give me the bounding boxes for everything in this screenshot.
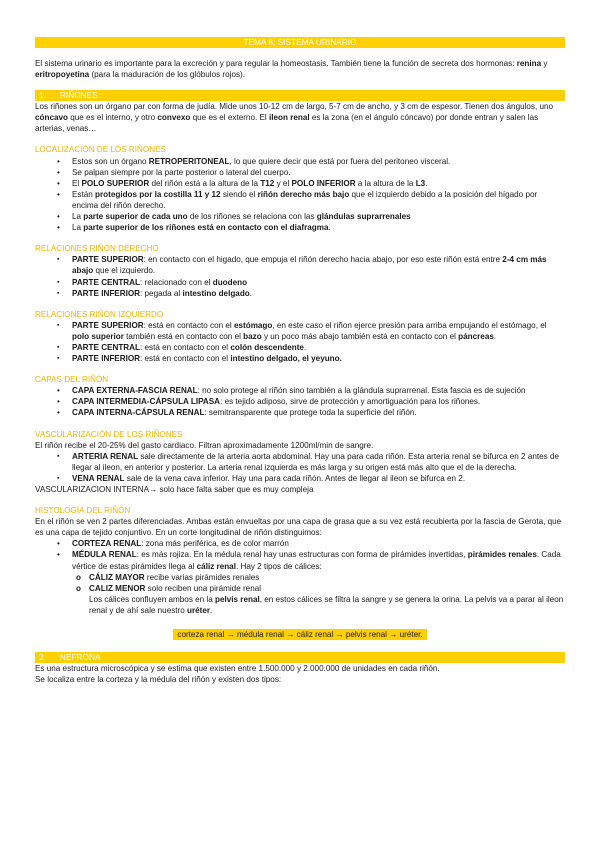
list-item: [35, 473, 565, 484]
list-item: [35, 451, 565, 473]
text: : está en contacto con el: [143, 320, 234, 330]
text: .: [425, 178, 428, 188]
text: : es tejido adiposo, sirve de protección y amortiguación para los riñones.: [220, 397, 481, 407]
hist-list: [35, 538, 565, 571]
list-item: [35, 396, 565, 407]
text: y un poco más abajo también está en contacto con el: [261, 331, 459, 341]
term: páncreas: [458, 331, 494, 341]
heading-rinon-izquierdo: RELACIONES RIÑÓN IZQUIERDO: [35, 309, 164, 319]
section-number: 2.: [39, 652, 46, 663]
text: : zona más periférica, es de color marrón: [141, 539, 289, 549]
term: VENA RENAL: [72, 473, 125, 483]
term: PARTE INFERIOR: [72, 288, 141, 298]
text: de los riñones se relaciona con las: [187, 212, 317, 222]
term: CAPA INTERNA-CÁPSULA RENAL: [72, 408, 205, 418]
section-header-nefrona: [35, 652, 565, 663]
term: 2-4 cm más abajo: [72, 255, 547, 276]
term-eritropoyetina: eritropoyetina: [35, 70, 90, 80]
localizacion-list: [35, 156, 565, 234]
text: que el izquierdo.: [93, 266, 156, 276]
list-item: [35, 342, 565, 353]
list-item: [35, 385, 565, 396]
term: CALIZ MENOR: [89, 583, 146, 593]
term: ARTERIA RENAL: [72, 451, 139, 461]
calices-list: [72, 572, 565, 594]
term: bazo: [243, 331, 262, 341]
section-number: 1.: [39, 90, 46, 101]
text: .: [249, 288, 253, 298]
pelvis-paragraph: [35, 594, 565, 616]
term: duodeno: [212, 277, 248, 287]
list-item: [35, 353, 565, 364]
text: (para la maduración de los glóbulos rojos).: [89, 70, 245, 80]
list-item: [35, 189, 565, 211]
text: : relacionado con el: [140, 277, 213, 287]
term: uréter: [187, 605, 211, 615]
list-item: [35, 407, 565, 418]
text: : no solo protege al riñón sino también a la glándula suprarrenal. Esta fascia es de sujeción: [197, 386, 526, 396]
heading-rinon-derecho: RELACIONES RIÑÓN DERECHO: [35, 244, 159, 254]
urinary-path-highlight: corteza renal → médula renal → cáliz renal → pelvis renal → uréter.: [173, 629, 426, 640]
text: .: [328, 223, 331, 233]
list-item: [35, 167, 565, 178]
term: CÁLIZ MAYOR: [89, 572, 145, 582]
nefrona-paragraph-1: Es una estructura microscópica y se estima que existen entre 1.500.000 y 2.000.000 de unidades en cada riñón.: [35, 664, 440, 674]
text: : es más rojiza. En la médula renal hay unas estructuras con forma de pirámides invertidas,: [136, 550, 468, 560]
text: . Cada vértice de estas pirámides llega al: [72, 550, 561, 571]
term: T12: [260, 178, 275, 188]
vasc-interna-note: VASCULARIZACION INTERNA→ solo hace falta saber que es muy compleja: [35, 485, 314, 494]
term: L3: [415, 178, 426, 188]
list-item: [35, 178, 565, 189]
text: que es el interno, y otro: [67, 113, 158, 123]
list-item: [35, 254, 565, 276]
term: intestino delgado: [182, 288, 250, 298]
term: POLO INFERIOR: [291, 178, 356, 188]
heading-vascularizacion: VASCULARIZACIÓN DE LOS RIÑONES: [35, 429, 183, 439]
capas-list: [35, 385, 565, 418]
text: que es el externo. El: [190, 113, 269, 123]
hist-paragraph: En el riñón se ven 2 partes diferenciadas. Ambas están envueltas por una capa de grasa que a su vez está recubierta por la fascia de Gerota, que es una capa de tejido conjuntivo. En un corte longitudinal de riñón distinguimos:: [35, 517, 562, 538]
text: también está en contacto con el: [123, 331, 244, 341]
term: CORTEZA RENAL: [72, 539, 142, 549]
rinon-derecho-list: [35, 254, 565, 298]
term: POLO SUPERIOR: [81, 178, 150, 188]
text: solo reciben una pirámide renal: [145, 583, 262, 593]
heading-capas: CAPAS DEL RIÑÓN: [35, 375, 109, 385]
text: , lo que quiere decir que está por fuera del peritoneo visceral.: [229, 156, 451, 166]
text: y: [541, 59, 548, 68]
term: protegidos por la costilla 11 y 12: [95, 189, 221, 199]
document-page: [35, 37, 565, 685]
chain-wrapper: [35, 629, 565, 640]
text: .: [303, 342, 307, 352]
text: : está en contacto con el: [140, 354, 231, 364]
list-item: [35, 320, 565, 342]
text: recibe varias pirámides renales: [144, 572, 260, 582]
term: PARTE INFERIOR: [72, 354, 141, 364]
list-item: [35, 222, 565, 233]
text: Se palpan siempre por la parte posterior o lateral del cuerpo.: [72, 167, 291, 177]
vasc-paragraph: El riñón recibe el 20-25% del gasto cardiaco. Filtran aproximadamente 1200ml/min de sangre.: [35, 440, 374, 450]
text: : está en contacto con el: [140, 342, 231, 352]
intro-paragraph: [35, 58, 565, 80]
list-item: [35, 277, 565, 288]
term: estómago: [233, 320, 273, 330]
text: es la zona (en el ángulo cóncavo) por donde entran y salen las arterias, venas…: [35, 113, 539, 134]
text: Los cálices confluyen ambos en la: [89, 594, 216, 604]
term: CAPA INTERMEDIA-CÁPSULA LIPASA: [72, 397, 221, 407]
text: Los riñones son un órgano par con forma de judía. Mide unos 10-12 cm de largo, 5-7 cm de ancho, y 3 cm de espesor. Tienen dos ángulos, uno: [35, 102, 554, 112]
term: colón descendente: [230, 342, 304, 352]
term: PARTE SUPERIOR: [72, 255, 144, 265]
page-title: TEMA 8: SISTEMA URINARIO: [35, 37, 565, 48]
term: parte superior de los riñones está en contacto con el diafragma: [83, 223, 329, 233]
text: siendo el: [220, 189, 258, 199]
text: Están: [72, 189, 96, 199]
term: polo superior: [72, 331, 124, 341]
list-item: [35, 538, 565, 549]
text: : semitransparente que protege toda la superficie del riñón.: [204, 408, 417, 418]
text: que el izquierdo debido a la posición del hígado por encima del riñón derecho.: [72, 189, 538, 210]
term: convexo: [157, 113, 191, 123]
text: , en estos cálices se filtra la sangre y se genera la orina. La pelvis va a parar al ileon renal y de ahí sale nuestro: [89, 594, 564, 615]
term: pelvis renal: [215, 594, 260, 604]
list-item: [72, 583, 565, 594]
section-label: RIÑONES: [59, 90, 98, 101]
list-item: [35, 156, 565, 167]
term-renina: renina: [516, 59, 542, 68]
heading-localizacion: LOCALIZACIÓN DE LOS RIÑONES: [35, 145, 166, 155]
term: RETROPERITONEAL: [148, 156, 230, 166]
text: del riñón está a la altura de la: [149, 178, 261, 188]
term: PARTE CENTRAL: [72, 342, 141, 352]
text: .: [210, 605, 213, 615]
text: sale de la vena cava inferior. Hay una para cada riñón. Antes de llegar al ileon se bifurca en 2.: [124, 473, 466, 483]
term: PARTE CENTRAL: [72, 277, 141, 287]
term: PARTE SUPERIOR: [72, 320, 144, 330]
heading-histologia: HISTOLOGÍA DEL RIÑÓN: [35, 506, 131, 516]
vasc-list: [35, 451, 565, 484]
text: El sistema urinario es importante para la excreción y para regular la homeostasis. También tiene la función de secreta dos hormonas:: [35, 59, 517, 68]
list-item: [35, 288, 565, 299]
term: CAPA EXTERNA-FASCIA RENAL: [72, 386, 198, 396]
text: . Hay 2 tipos de cálices:: [235, 561, 322, 571]
term: glándulas suprarrenales: [316, 212, 411, 222]
text: Estos son un órgano: [72, 156, 149, 166]
nefrona-paragraph-2: Se localiza entre la corteza y la médula del riñón y existen dos tipos:: [35, 675, 282, 685]
text: sale directamente de la arteria aorta abdominal. Hay una para cada riñón. Esta arteria renal se bifurca en 2 antes de llegar al ileon, en anterior y posterior. La arteria renal izquierda es más larga y su origen está más alto que el de la derecha.: [72, 451, 560, 472]
text: : pegada al: [140, 288, 183, 298]
term: ileon renal: [268, 113, 310, 123]
term: pirámides renales: [467, 550, 537, 560]
rinon-izquierdo-list: [35, 320, 565, 364]
term: MÉDULA RENAL: [72, 550, 137, 560]
text: El: [72, 178, 82, 188]
list-item: [35, 549, 565, 571]
term: cóncavo: [35, 113, 68, 123]
term: parte superior de cada uno: [83, 212, 188, 222]
text: y el: [274, 178, 292, 188]
term: riñón derecho más bajo: [257, 189, 350, 199]
text: : en contacto con el higado, que empuja el riñón derecho hacia abajo, por eso este riñón está entre: [143, 255, 503, 265]
text: La: [72, 223, 84, 233]
text: La: [72, 212, 84, 222]
rinones-paragraph: [35, 101, 565, 134]
section-label: NEFRONA: [59, 652, 101, 663]
section-header-rinones: [35, 90, 565, 101]
text: , en este caso el riñon ejerce presión para arriba empujando el estómago, el: [272, 320, 547, 330]
text: .: [493, 331, 497, 341]
list-item: [72, 572, 565, 583]
list-item: [35, 211, 565, 222]
term: cáliz renal: [196, 561, 236, 571]
term: intestino delgado, el yeyuno.: [230, 354, 342, 364]
text: a la altura de la: [355, 178, 416, 188]
